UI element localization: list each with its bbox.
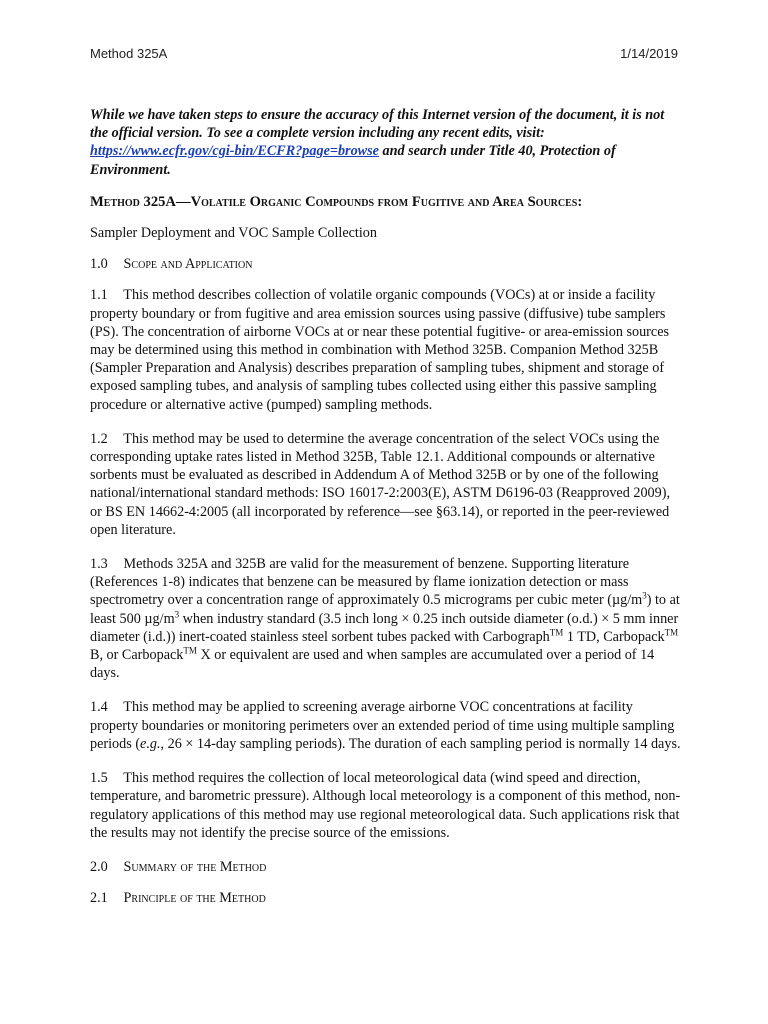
superscript: 3 — [174, 608, 180, 619]
paragraph-number: 1.1 — [90, 287, 108, 304]
notice-text-1: While we have taken steps to ensure the accuracy of this Internet version of the document, it is not the official version. To see a complete version including any recent edits, visit: — [90, 107, 665, 142]
method-subtitle: Sampler Deployment and VOC Sample Collection — [90, 225, 377, 242]
paragraph-number: 1.3 — [90, 556, 108, 573]
trademark-mark: TM — [664, 627, 679, 638]
paragraph-text: Methods 325A and 325B are valid for the measurement of benzene. Supporting literature (References 1-8) indicates that benzene can be measured by flame ionization detection or mass spectrometry over a concentration range of approximately 0.5 micrograms per cubic meter (µg/m — [90, 556, 643, 609]
ecfr-link[interactable]: https://www.ecfr.gov/cgi-bin/ECFR?page=browse — [90, 143, 379, 160]
superscript: 3 — [642, 590, 647, 601]
paragraph-text: when industry standard (3.5 inch long × 0.25 inch outside diameter (o.d.) × 5 mm inner diameter (i.d.)) inert-coated stainless steel sorbent tubes packed with Carbograph — [90, 610, 679, 645]
trademark-mark: TM — [183, 645, 197, 656]
paragraph-text: B, or Carbopack — [90, 647, 184, 664]
section-number: 2.1 — [90, 890, 108, 907]
section-number: 2.0 — [90, 858, 108, 875]
notice-text-2: and search under Title 40, Protection of Environment. — [90, 143, 616, 178]
method-title: Method 325A—Volatile Organic Compounds from Fugitive and Area Sources: — [90, 193, 583, 210]
paragraph-text: This method may be used to determine the average concentration of the select VOCs using the corresponding uptake rates listed in Method 325B, Table 12.1. Additional compounds or alternative sorbents must be evaluated as described in Addendum A of Method 325B or by one of the following national/international standard methods: ISO 16017-2:2003(E), ASTM D6196-03 (Reapproved 2009), or BS EN 14662-4:2005 (all incorporated by reference—see §63.14), or reported in the peer-reviewed open literature. — [90, 430, 671, 538]
paragraph-number: 1.4 — [90, 699, 108, 716]
paragraph-1-3 — [90, 555, 682, 682]
section-title: Scope and Application — [123, 256, 253, 273]
paragraph-text: This method describes collection of volatile organic compounds (VOCs) at or inside a facility property boundary or from fugitive and area emission sources using passive (diffusive) tube samplers (PS). The concentration of airborne VOCs at or near these potential fugitive- or area-emission sources may be determined using this method in combination with Method 325B. Companion Method 325B (Sampler Preparation and Analysis) describes preparation of sampling tubes, shipment and storage of exposed sampling tubes, and analysis of sampling tubes collected using either this passive sampling procedure or alternative active (pumped) sampling methods. — [90, 287, 670, 413]
disclaimer-notice — [90, 106, 682, 179]
paragraph-text: , 26 × 14-day sampling periods). The duration of each sampling period is normally 14 days. — [160, 735, 681, 752]
section-title: Principle of the Method — [123, 890, 266, 907]
paragraph-text: 1 TD, Carbopack — [563, 628, 665, 645]
document-body — [90, 106, 682, 920]
paragraph-text: This method requires the collection of local meteorological data (wind speed and direction, temperature, and barometric pressure). Although local meteorology is a component of this method, non-regulatory applications of this method may use regional meteorological data. Such applications risk that the results may not identify the precise source of the emissions. — [90, 770, 681, 841]
paragraph-1-1 — [90, 286, 682, 413]
section-number: 1.0 — [90, 256, 108, 273]
page-header — [90, 46, 678, 61]
paragraph-text: This method may be applied to screening average airborne VOC concentrations at facility property boundaries or monitoring perimeters over an extended period of time using multiple sampling periods ( — [90, 699, 675, 752]
paragraph-1-4 — [90, 698, 682, 753]
header-method-name: Method 325A — [90, 46, 168, 61]
paragraph-text: X or equivalent are used and when samples are accumulated over a period of 14 days. — [90, 647, 655, 682]
section-heading-2-1 — [90, 889, 682, 907]
section-title: Summary of the Method — [123, 858, 267, 875]
section-heading-1-0 — [90, 255, 682, 273]
trademark-mark: TM — [549, 627, 564, 638]
italic-text: e.g. — [140, 735, 161, 752]
header-date: 1/14/2019 — [620, 46, 678, 61]
paragraph-1-2 — [90, 430, 682, 539]
paragraph-number: 1.5 — [90, 770, 108, 787]
paragraph-number: 1.2 — [90, 430, 108, 447]
paragraph-1-5 — [90, 769, 682, 842]
section-heading-2-0 — [90, 858, 682, 876]
paragraph-text: ) to at least 500 µg/m — [90, 592, 680, 627]
